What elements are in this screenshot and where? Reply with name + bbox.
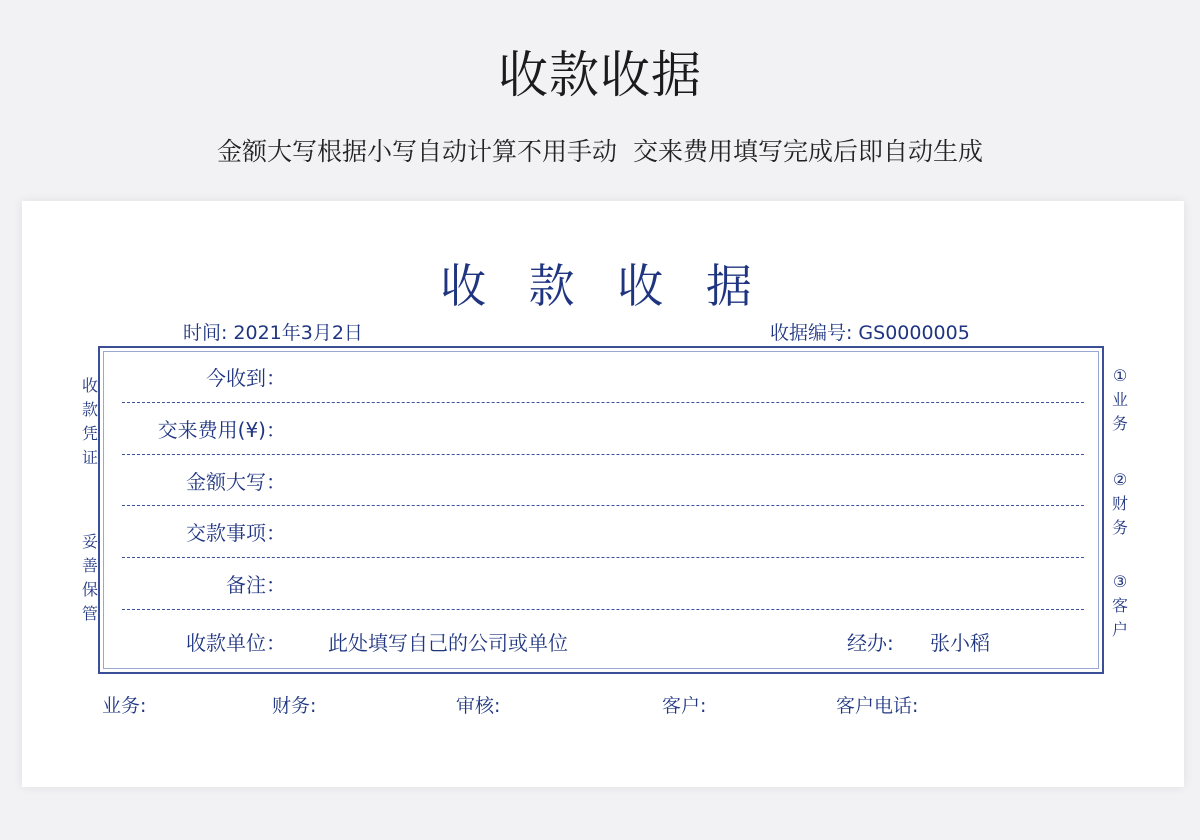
left-side-text-voucher: 收款凭证 (81, 376, 98, 467)
handler-field[interactable]: 张小稻 (930, 631, 990, 655)
right-side-copy-finance: ②财务 (1111, 470, 1128, 537)
right-side-copy-customer: ③客户 (1111, 572, 1128, 639)
remarks-label: 备注： (226, 573, 286, 597)
amount-words-label: 金额大写： (186, 470, 286, 494)
row-divider (122, 609, 1084, 610)
payee-field[interactable]: 此处填写自己的公司或单位 (328, 631, 568, 655)
payee-label: 收款单位： (186, 631, 286, 655)
page-title: 收款收据 (498, 46, 702, 104)
signature-customer: 客户: (662, 695, 707, 717)
number-value[interactable]: GS0000005 (858, 322, 970, 344)
right-side-copy-business: ①业务 (1111, 366, 1128, 433)
date-value[interactable]: 2021年3月2日 (233, 322, 363, 344)
handler-label: 经办: (847, 631, 894, 655)
signature-audit: 审核: (456, 695, 501, 717)
form-row-remarks[interactable] (122, 557, 1084, 609)
received-from-label: 今收到： (206, 366, 286, 390)
form-row-amount[interactable] (122, 402, 1084, 454)
form-row-received-from[interactable] (122, 350, 1084, 402)
receipt-date (183, 318, 363, 348)
date-label: 时间: (183, 322, 228, 344)
page-subtitle: 金额大写根据小写自动计算不用手动 交来费用填写完成后即自动生成 (217, 137, 983, 166)
signature-customer-phone: 客户电话: (836, 695, 919, 717)
signature-finance: 财务: (272, 695, 317, 717)
payment-item-label: 交款事项： (186, 521, 286, 545)
amount-label: 交来费用(¥)： (157, 418, 286, 442)
form-row-payment-item[interactable] (122, 505, 1084, 557)
receipt-title: 收 款 收 据 (440, 259, 766, 313)
number-label: 收据编号: (770, 322, 853, 344)
form-row-payee (122, 615, 1084, 667)
receipt-number (770, 318, 970, 348)
signature-business: 业务: (102, 695, 147, 717)
left-side-text-keep: 妥善保管 (81, 532, 98, 623)
form-row-amount-words[interactable] (122, 454, 1084, 506)
